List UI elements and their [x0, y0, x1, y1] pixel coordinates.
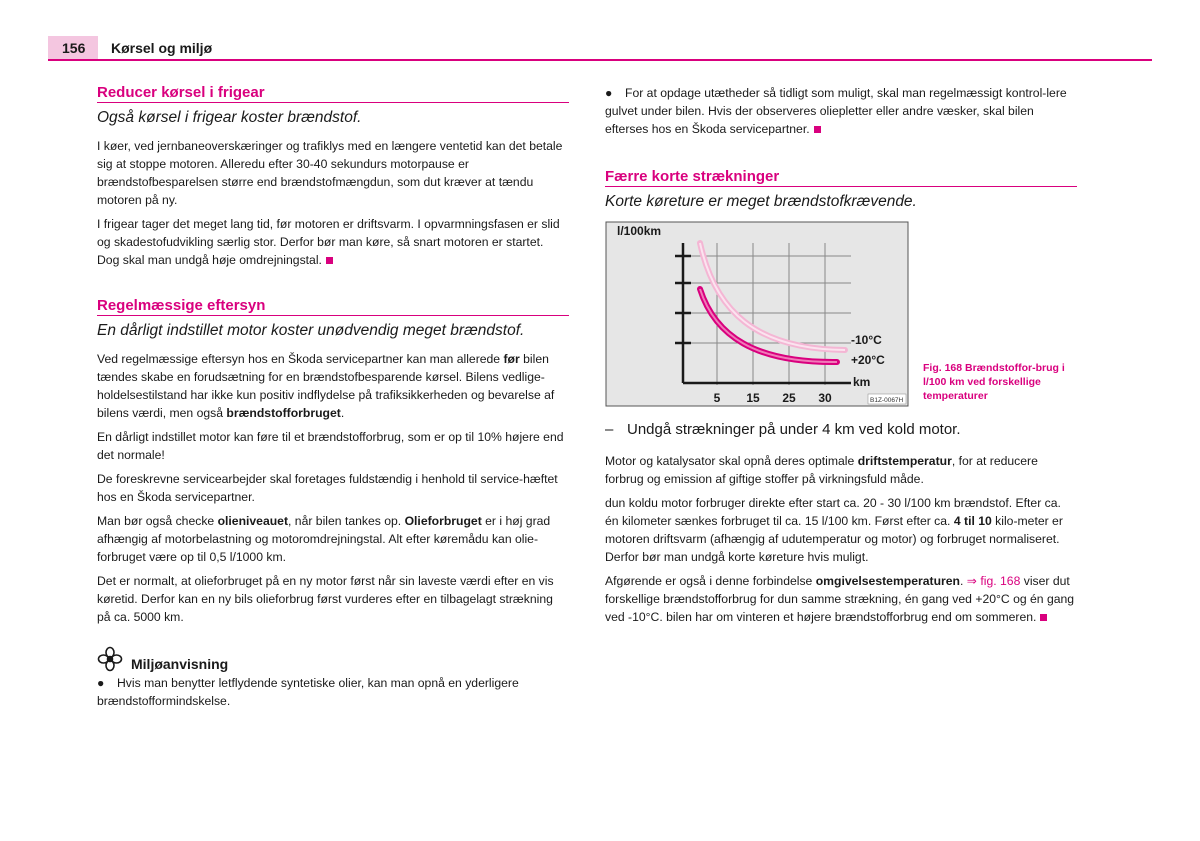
- section-subtitle-short-trips: Korte køreture er meget brændstofkrævende.: [605, 193, 917, 210]
- paragraph: dun koldu motor forbruger direkte efter start ca. 20 - 30 l/100 km brændstof. Efter ca. én kilometer sænkes forbruget til ca. 15 l/100 km. Først efter ca. 4 til 10 kilo-meter er motoren driftsvarm (afhængig af udutemperatur og motor) og forbruget normaliseret. Derfor bør man undgå korte køreture hvis muligt.: [605, 496, 1063, 564]
- paragraph: Det er normalt, at olieforbruget på en ny motor først når sin laveste værdi efter en vis køretid. Derfor kan en ny bils olieforbrug først vurderes efter en tilbagelagt strækning på ca. 5000 km.: [97, 574, 554, 624]
- series-label-minus10: -10°C: [851, 333, 882, 347]
- section-title-freewheel: Reducer kørsel i frigear: [97, 84, 569, 103]
- end-mark-icon: [326, 257, 333, 264]
- page-number: 156: [62, 40, 86, 56]
- figure-reference-link[interactable]: ⇒ fig. 168: [966, 574, 1021, 588]
- series-label-plus20: +20°C: [851, 353, 885, 367]
- figure-168: [605, 221, 1077, 411]
- x-tick-label: 15: [746, 391, 760, 405]
- paragraph: Afgørende er også i denne forbindelse omgivelsestemperaturen. ⇒ fig. 168 viser dut forskellige brændstofforbrug for dun samme strækning, én gang ved +20°C og én gang ved -10°C. bilen har om vinteren et højere brændstofforbrug end om sommeren.: [605, 574, 1075, 624]
- x-tick-label: 5: [713, 391, 721, 405]
- paragraph: Man bør også checke olieniveauet, når bilen tankes op. Olieforbruget er i høj grad afhængig af motorbelastning og motoromdrejningstal. Alt efter køremådu kan olie-forbruget være op til 0,5 l/1000 km.: [97, 514, 551, 564]
- section-subtitle-service: En dårligt indstillet motor koster unødvendig meget brændstof.: [97, 322, 525, 339]
- running-title: Kørsel og miljø: [111, 40, 213, 56]
- top-bullet: ● For at opdage utætheder så tidligt som muligt, skal man regelmæssigt kontrol-lere gulvet under bilen. Hvis der observeres oliepletter eller andre væsker, skal bilen efterses hos en Škoda servicepartner.: [605, 86, 1067, 136]
- figure-code: B1Z-0067H: [870, 397, 904, 404]
- environment-note: [97, 646, 569, 672]
- paragraph: De foreskrevne servicearbejder skal foretages fuldstændig i henhold til service-hæftet hos en Škoda servicepartner.: [97, 472, 558, 504]
- flower-icon: [97, 646, 123, 672]
- paragraph: Ved regelmæssige eftersyn hos en Škoda servicepartner kan man allerede før bilen tændes skabe en forudsætning for en brændstofbesparende kørsel. Bilens vedlige-holdelsestilstand har ikke kun positiv indflydelse på trafiksikkerheden og bevarelse af bilens værdi, men også brændstofforbruget.: [97, 352, 555, 420]
- paragraph: En dårligt indstillet motor kan føre til et brændstofforbrug, som er op til 10% højere end det normale!: [97, 430, 564, 462]
- x-axis-label: km: [853, 375, 871, 389]
- section-subtitle-freewheel: Også kørsel i frigear koster brændstof.: [97, 109, 362, 126]
- figure-caption: Fig. 168 Brændstoffor-brug i l/100 km ved forskellige temperaturer: [923, 362, 1065, 402]
- section-title-service: Regelmæssige eftersyn: [97, 297, 569, 316]
- end-mark-icon: [1040, 614, 1047, 621]
- header-rule: [48, 59, 1152, 61]
- x-tick-label: 30: [818, 391, 832, 405]
- right-column: [605, 84, 1077, 632]
- environment-bullet: ● Hvis man benytter letflydende syntetiske olier, kan man opnå en yderligere brændstofformindskelse.: [97, 676, 519, 708]
- paragraph: Motor og katalysator skal opnå deres optimale driftstemperatur, for at reducere forbrug og emission af giftige stoffer på virkningsfuld måde.: [605, 454, 1038, 486]
- dash-item: – Undgå strækninger på under 4 km ved kold motor.: [605, 421, 961, 438]
- y-axis-label: l/100km: [617, 224, 662, 238]
- x-tick-label: 25: [782, 391, 796, 405]
- section-title-short-trips: Færre korte strækninger: [605, 168, 1077, 187]
- left-column: [97, 84, 569, 710]
- end-mark-icon: [814, 126, 821, 133]
- environment-note-title: Miljøanvisning: [131, 656, 229, 672]
- consumption-chart: [605, 221, 909, 407]
- paragraph: I frigear tager det meget lang tid, før motoren er driftsvarm. I opvarmningsfasen er slid og skadestofudvikling særlig stor. Derfor bør man køre, så snart motoren er startet. Dog skal man undgå høje omdrejningstal.: [97, 217, 560, 267]
- paragraph: I køer, ved jernbaneoverskæringer og trafiklys med en længere ventetid kan det betale sig at stoppe motoren. Alleredu efter 30-40 sekundurs motorpause er brændstofbesparelsen større end brændstofmængdun, som dut kræver at tændu motoren på ny.: [97, 139, 563, 207]
